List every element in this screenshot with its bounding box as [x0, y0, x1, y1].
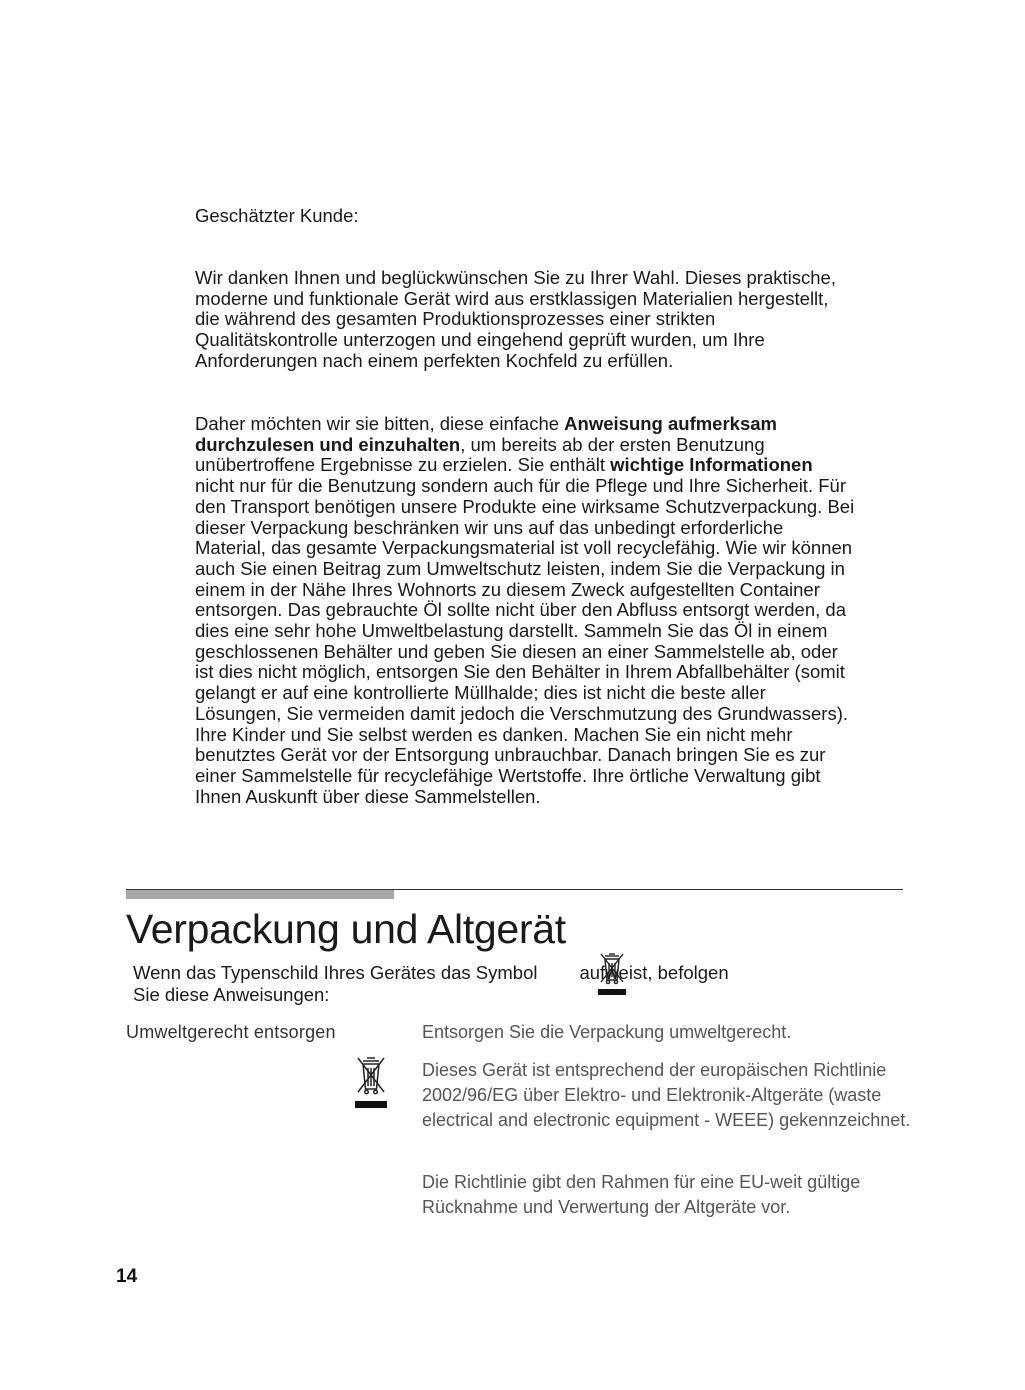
disposal-text-2: Dieses Gerät ist entsprechend der europäischen Richtlinie 2002/96/EG über Elektro- und Elektronik-Altgeräte (waste electrical and electronic equipment - WEEE) gekennzeichnet.	[422, 1060, 911, 1130]
intro-paragraph-1	[195, 268, 855, 372]
para2-text-c: , um bereits ab der ersten Benutzung unübertroffene Ergebnisse zu erzielen. Sie enthält	[195, 433, 765, 476]
disposal-text-1: Entsorgen Sie die Verpackung umweltgerecht.	[422, 1022, 792, 1042]
section-title: Verpackung und Altgerät	[126, 906, 566, 952]
disposal-text-3: Die Richtlinie gibt den Rahmen für eine EU-weit gültige Rücknahme und Verwertung der Altgeräte vor.	[422, 1172, 861, 1217]
symbol-note-before: Wenn das Typenschild Ihres Gerätes das Symbol	[133, 962, 538, 983]
section-divider-accent	[126, 890, 394, 899]
weee-crossed-bin-icon	[596, 951, 628, 997]
symbol-note-line2: Sie diese Anweisungen:	[133, 984, 330, 1005]
symbol-note-after: aufweist, befolgen	[579, 962, 729, 983]
para2-bold-instruction: Anweisung aufmerksam durchzulesen und einzuhalten	[195, 413, 777, 455]
intro-paragraph-1-text: Wir danken Ihnen und beglückwünschen Sie zu Ihrer Wahl. Dieses praktische, moderne und funktionale Gerät wird aus erstklassigen Materialien hergestellt, die während des gesamten Produktionsprozesses einer strikten Qualitätskontrolle unterzogen und eingehend geprüft wurden, um Ihre Anforderungen nach einem perfekten Kochfeld zu erfüllen.	[195, 267, 836, 371]
intro-paragraph-2	[195, 414, 855, 807]
para2-text-a: Daher möchten wir sie bitten, diese einfache	[195, 413, 565, 434]
page-number: 14	[116, 1266, 138, 1287]
para2-bold-important: wichtige Informationen	[610, 454, 813, 476]
para2-text-e: nicht nur für die Benutzung sondern auch für die Pflege und Ihre Sicherheit. Für den Transport benötigen unsere Produkte eine wirksame Schutzverpackung. Bei dieser Verpackung beschränken wir uns auf das unbedingt erforderliche Material, das gesamte Verpackungsmaterial ist voll recyclefähig. Wie wir können auch Sie einen Beitrag zum Umweltschutz leisten, indem Sie die Verpackung in einem in der Nähe Ihres Wohnorts zu diesem Zweck aufgestellten Container entsorgen. Das gebrauchte Öl sollte nicht über den Abfluss entsorgt werden, da dies eine sehr hohe Umweltbelastung darstellt. Sammeln Sie das Öl in einem geschlossenen Behälter und geben Sie diesen an einer Sammelstelle ab, oder ist dies nicht möglich, entsorgen Sie den Behälter in Ihrem Abfallbehälter (somit gelangt er auf eine kontrollierte Müllhalde; dies ist nicht die beste aller Lösungen, Sie vermeiden damit jedoch die Verschmutzung des Grundwassers). Ihre Kinder und Sie selbst werden es danken. Machen Sie ein nicht mehr benutztes Gerät vor der Entsorgung unbrauchbar. Danach bringen Sie es zur einer Sammelstelle für recyclefähige Wertstoffe. Ihre örtliche Verwaltung gibt Ihnen Auskunft über diese Sammelstellen.	[195, 475, 855, 807]
greeting: Geschätzter Kunde:	[195, 205, 359, 226]
symbol-note	[133, 962, 833, 1006]
weee-crossed-bin-icon	[353, 1054, 389, 1110]
side-label-disposal: Umweltgerecht entsorgen	[126, 1022, 336, 1042]
